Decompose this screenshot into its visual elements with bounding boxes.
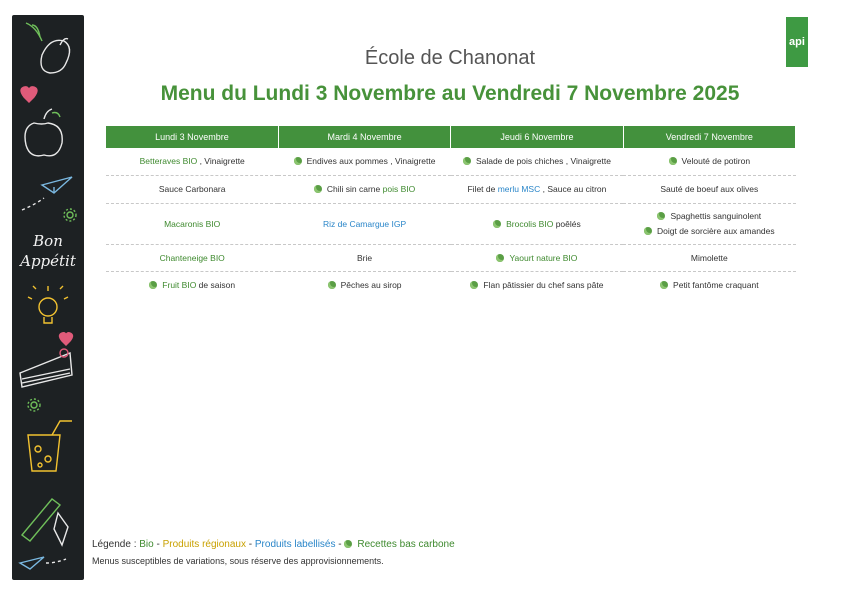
dish-text: Endives aux pommes , Vinaigrette <box>306 156 436 166</box>
dish-line <box>109 154 275 169</box>
day-header: Jeudi 6 Novembre <box>451 126 623 148</box>
menu-cell <box>278 148 450 176</box>
dish-line <box>281 217 447 232</box>
menu-cell <box>106 272 278 299</box>
dish-text: Chili sin carne <box>326 184 383 194</box>
drink-icon <box>28 421 72 471</box>
legend-separator: - <box>153 539 163 550</box>
dish-line <box>281 251 447 266</box>
flower-icon <box>28 399 40 411</box>
menu-cell <box>278 245 450 272</box>
pencil-icon <box>22 499 68 545</box>
heart-icon <box>21 87 37 102</box>
apple-icon <box>25 109 62 156</box>
dish-text: Riz de Camargue IGP <box>322 218 407 229</box>
dish-text: Filet de <box>467 184 498 194</box>
dish-line <box>626 209 792 224</box>
menu-cell <box>451 272 623 299</box>
dish-line <box>454 251 620 266</box>
leaf-icon <box>294 157 302 165</box>
dish-text: , Sauce au citron <box>540 184 607 194</box>
leaf-icon <box>328 281 336 289</box>
dish-line <box>109 251 275 266</box>
brand-tag: api <box>786 17 808 67</box>
dish-line <box>626 278 792 293</box>
legend-prefix: Légende : <box>92 539 140 550</box>
dish-line <box>454 217 620 232</box>
dish-line <box>109 278 275 293</box>
menu-cell <box>451 148 623 176</box>
leaf-icon <box>149 281 157 289</box>
dish-text: Salade de pois chiches , Vinaigrette <box>475 156 611 166</box>
menu-cell <box>623 245 795 272</box>
menu-cell <box>278 176 450 204</box>
appetit-text: Appétit <box>20 252 76 270</box>
menu-cell <box>106 245 278 272</box>
leaf-icon <box>314 185 322 193</box>
menu-row <box>106 204 796 245</box>
legend-low-carbon: Recettes bas carbone <box>357 539 455 550</box>
leaf-icon <box>470 281 478 289</box>
dish-line <box>109 217 275 232</box>
menu-cell <box>278 272 450 299</box>
dish-line <box>109 182 275 197</box>
dish-text: Brie <box>357 252 373 263</box>
leaf-icon <box>463 157 471 165</box>
leaf-icon <box>657 212 665 220</box>
dish-text: Sauté de boeuf aux olives <box>660 184 759 194</box>
dish-line <box>626 251 792 266</box>
dish-text: Brocolis BIO <box>506 218 554 229</box>
dish-line <box>281 154 447 169</box>
dish-text: Petit fantôme craquant <box>673 279 759 290</box>
menu-cell <box>451 204 623 245</box>
leaf-icon <box>496 254 504 262</box>
dish-text: Sauce Carbonara <box>158 184 226 194</box>
menu-cell <box>451 245 623 272</box>
paper-plane-icon <box>20 557 66 569</box>
day-header: Lundi 3 Novembre <box>106 126 278 148</box>
legend-separator: - <box>335 539 345 550</box>
menu-cell <box>106 148 278 176</box>
paper-plane-icon <box>22 177 72 210</box>
leaf-icon <box>493 220 501 228</box>
dish-text: , Vinaigrette <box>197 156 245 166</box>
dish-text: Mimolette <box>690 252 728 263</box>
dish-text: poêlés <box>553 218 581 229</box>
menu-row <box>106 176 796 204</box>
menu-cell <box>623 272 795 299</box>
dish-text: Velouté de potiron <box>681 156 751 166</box>
menu-cell <box>623 204 795 245</box>
dish-line <box>626 154 792 169</box>
bon-text: Bon <box>33 232 63 250</box>
legend-regional: Produits régionaux <box>162 539 246 550</box>
dish-text: pois BIO <box>382 184 416 194</box>
legend-separator: - <box>246 539 255 550</box>
menu-cell <box>278 204 450 245</box>
legend-labelled: Produits labellisés <box>254 539 336 550</box>
menu-cell <box>623 148 795 176</box>
dish-text: Fruit BIO <box>162 279 197 290</box>
leaf-icon <box>669 157 677 165</box>
leaf-icon <box>344 540 352 548</box>
leaf-icon <box>660 281 668 289</box>
menu-row <box>106 245 796 272</box>
lightbulb-icon <box>28 286 68 323</box>
day-header: Mardi 4 Novembre <box>278 126 450 148</box>
menu-row <box>106 272 796 299</box>
dish-line <box>626 182 792 197</box>
dish-text: Macaronis BIO <box>164 218 221 229</box>
menu-cell <box>106 176 278 204</box>
lettuce-icon <box>26 23 70 73</box>
dish-line <box>281 182 447 197</box>
flower-icon <box>64 209 76 221</box>
dish-text: Betteraves BIO <box>139 156 198 166</box>
menu-table <box>106 126 796 298</box>
dish-line <box>626 224 792 239</box>
dish-text: Chanteneige BIO <box>159 252 225 263</box>
page-title: Menu du Lundi 3 Novembre au Vendredi 7 Novembre 2025 <box>160 82 740 105</box>
leaf-icon <box>644 227 652 235</box>
disclaimer-note: Menus susceptibles de variations, sous réserve des approvisionnements. <box>92 556 384 566</box>
day-header-row <box>106 126 796 148</box>
dish-line <box>454 154 620 169</box>
legend-bio: Bio <box>139 539 154 550</box>
dish-line <box>454 278 620 293</box>
school-name: École de Chanonat <box>364 47 536 69</box>
dish-text: Pêches au sirop <box>340 279 402 290</box>
dish-text: Doigt de sorcière aux amandes <box>656 226 775 236</box>
dish-text: merlu MSC <box>497 184 541 194</box>
day-header: Vendredi 7 Novembre <box>623 126 795 148</box>
menu-cell <box>451 176 623 204</box>
menu-row <box>106 148 796 176</box>
menu-cell <box>623 176 795 204</box>
heart-icon <box>60 333 73 345</box>
dish-text: de saison <box>196 279 236 290</box>
chalkboard-sidebar <box>12 15 84 580</box>
dish-line <box>281 278 447 293</box>
dish-text: Yaourt nature BIO <box>509 252 578 263</box>
dish-line <box>454 182 620 197</box>
cake-icon <box>20 349 72 387</box>
menu-cell <box>106 204 278 245</box>
dish-text: Flan pâtissier du chef sans pâte <box>483 279 604 290</box>
dish-text: Spaghettis sanguinolent <box>670 211 762 221</box>
legend <box>92 539 455 550</box>
